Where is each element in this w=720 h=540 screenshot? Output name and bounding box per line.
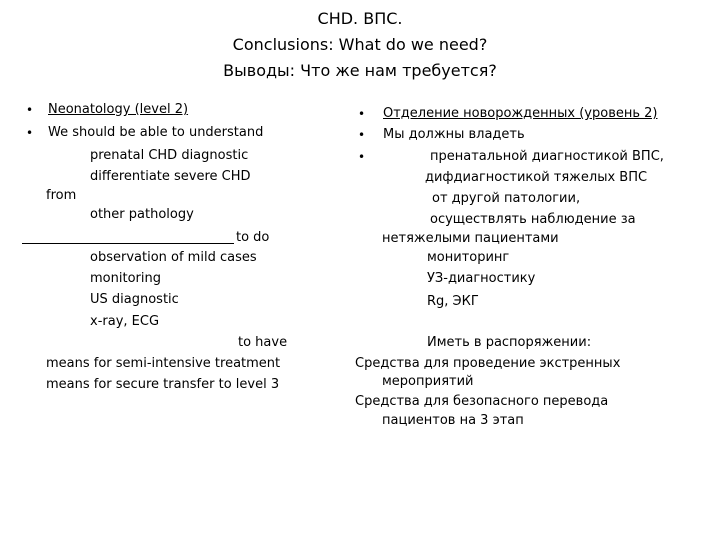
left-line: x-ray, ECG [90,314,160,329]
right-line: нетяжелыми пациентами [382,231,559,246]
bullet: • [26,126,34,140]
right-item-prenatal: пренатальной диагностикой ВПС, [430,149,664,164]
left-line: prenatal CHD diagnostic [90,148,249,163]
bullet: • [358,150,366,164]
right-item-neonatal-unit: Отделение новорожденных (уровень 2) [383,106,658,121]
right-line: Rg, ЭКГ [427,294,479,309]
left-line: US diagnostic [90,292,179,307]
right-line: пациентов на 3 этап [382,413,524,428]
right-line: дифдиагностикой тяжелых ВПС [425,170,648,185]
slide-subtitle-ru: Выводы: Что же нам требуется? [223,61,497,80]
left-item-neonatology: Neonatology (level 2) [48,102,189,117]
left-line: to do [236,230,270,245]
left-line: differentiate severe CHD [90,169,251,184]
right-line: от другой патологии, [432,191,581,206]
right-line: Иметь в распоряжении: [427,335,592,350]
left-line: monitoring [90,271,161,286]
right-line: Средства для безопасного перевода [355,394,609,409]
left-line: other pathology [90,207,194,222]
right-line: УЗ-диагностику [427,271,536,286]
right-line: мониторинг [427,250,510,265]
slide-title: CHD. ВПС. [317,9,403,28]
bullet: • [26,103,34,117]
left-line: from [46,188,77,203]
bullet: • [358,107,366,121]
left-item-understand: We should be able to understand [48,125,264,140]
left-line: to have [238,335,288,350]
left-line: means for semi-intensive treatment [46,356,281,371]
left-line: means for secure transfer to level 3 [46,377,280,392]
right-line: Средства для проведение экстренных [355,356,621,371]
right-line: мероприятий [382,374,474,389]
right-item-must-master: Мы должны владеть [383,127,525,142]
right-line: осуществлять наблюдение за [430,212,636,227]
slide-subtitle-en: Conclusions: What do we need? [232,35,488,54]
underline-rule [22,243,234,244]
left-line: observation of mild cases [90,250,257,265]
bullet: • [358,128,366,142]
